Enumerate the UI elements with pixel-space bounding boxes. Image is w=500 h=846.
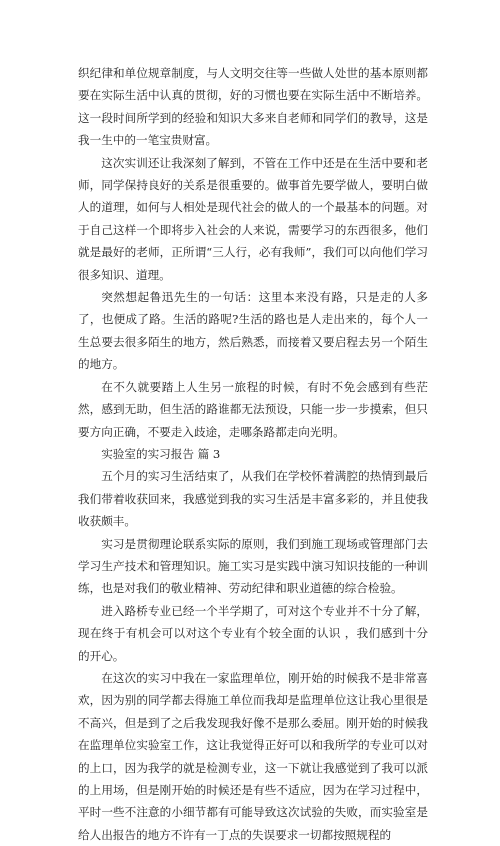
- paragraph: 这次实训还让我深刻了解到，不管在工作中还是在生活中要和老师，同学保持良好的关系是很重要的。做事首先要学做人，要明白做人的道理，如何与人相处是现代社会的做人的一个最基本的问题。对于自己这样一个即将步入社会的人来说，需要学习的东西很多，他们就是最好的老师，正所谓“三人行，必有我师”，我们可以向他们学习很多知识、道理。: [78, 155, 428, 282]
- section-heading: 实验室的实习报告 篇 3: [101, 446, 221, 461]
- paragraph-continuation: 织纪律和单位规章制度，与人文明交往等一些做人处世的基本原则都要在实际生活中认真的贯彻，好的习惯也要在实际生活中不断培养。这一段时间所学到的经验和知识大多来自老师和同学们的教导，这是我一生中的一笔宝贵财富。: [78, 66, 428, 148]
- paragraph: 进入路桥专业已经一个半学期了，可对这个专业并不十分了解，现在终于有机会可以对这个专业有个较全面的认识 ，我们感到十分的开心。: [78, 603, 428, 663]
- paragraph: 突然想起鲁迅先生的一句话：这里本来没有路，只是走的人多了，也便成了路。生活的路呢?生活的路也是人走出来的，每个人一生总要去很多陌生的地方，然后熟悉，而接着又要启程去另一个陌生的地方。: [78, 290, 428, 372]
- paragraph: 实习是贯彻理论联系实际的原则，我们到施工现场或管理部门去学习生产技术和管理知识。施工实习是实践中演习知识技能的一种训练，也是对我们的敬业精神、劳动纪律和职业道德的综合检验。: [78, 536, 428, 596]
- paragraph: 在不久就要踏上人生另一旅程的时候，有时不免会感到有些茫然，感到无助，但生活的路谁都无法预设，只能一步一步摸索，但只要方向正确，不要走入歧途，走哪条路都走向光明。: [78, 379, 428, 439]
- document-body: [78, 62, 428, 846]
- paragraph: 在这次的实习中我在一家监理单位，刚开始的时候我不是非常喜欢，因为别的同学都去得施工单位而我却是监理单位这让我心里很是不高兴，但是到了之后我发现我好像不是那么委屈。刚开始的时候我在监理单位实验室工作，这让我觉得正好可以和我所学的专业可以对的上口，因为我学的就是检测专业，这一下就让我感觉到了我可以派的上用场，但是刚开始的时候还是有些不适应，因为在学习过程中，平时一些不注意的小细节都有可能导致这次试验的失败，而实验室是给人出报告的地方不许有一丁点的失误要求一切都按照规程的: [78, 670, 428, 842]
- paragraph: 五个月的实习生活结束了，从我们在学校怀着满腔的热情到最后我们带着收获回来，我感觉到我的实习生活是丰富多彩的，并且使我收获颇丰。: [78, 469, 428, 529]
